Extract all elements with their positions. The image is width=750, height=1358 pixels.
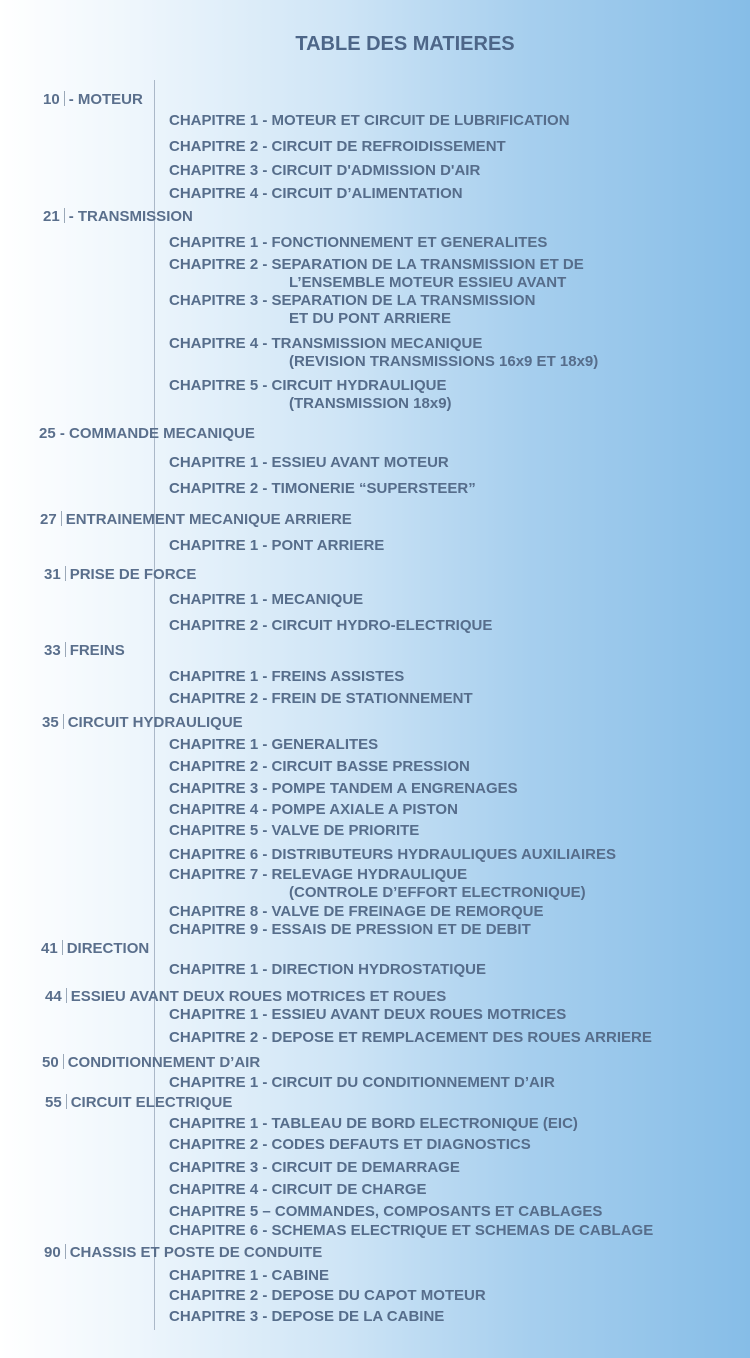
chapter-title-continuation: (CONTROLE D’EFFORT ELECTRONIQUE) bbox=[289, 884, 586, 901]
section-separator bbox=[65, 566, 66, 581]
section-label: ESSIEU AVANT DEUX ROUES MOTRICES ET ROUES bbox=[70, 988, 447, 1005]
chapter-title: CHAPITRE 1 - DIRECTION HYDROSTATIQUE bbox=[169, 961, 486, 978]
chapter-entry bbox=[169, 780, 518, 798]
section-separator bbox=[63, 1054, 64, 1069]
chapter-entry bbox=[169, 822, 419, 840]
chapter-title: CHAPITRE 1 - MECANIQUE bbox=[169, 591, 364, 608]
chapter-title: CHAPITRE 6 - DISTRIBUTEURS HYDRAULIQUES AUXILIAIRES bbox=[169, 846, 616, 863]
chapter-entry bbox=[169, 758, 470, 776]
chapter-title: CHAPITRE 6 - SCHEMAS ELECTRIQUE ET SCHEMAS DE CABLAGE bbox=[169, 1222, 654, 1239]
chapter-title: CHAPITRE 3 - SEPARATION DE LA TRANSMISSION bbox=[169, 292, 536, 309]
chapter-entry bbox=[169, 1136, 531, 1154]
section-separator bbox=[66, 1094, 67, 1109]
chapter-entry bbox=[169, 537, 384, 555]
section-heading bbox=[44, 642, 125, 660]
chapter-title-continuation: ET DU PONT ARRIERE bbox=[289, 310, 451, 327]
section-heading bbox=[42, 714, 243, 732]
chapter-title: CHAPITRE 1 - TABLEAU DE BORD ELECTRONIQUE (EIC) bbox=[169, 1115, 578, 1132]
chapter-entry bbox=[169, 903, 543, 921]
chapter-entry bbox=[169, 1308, 444, 1326]
chapter-entry bbox=[169, 846, 616, 864]
section-heading bbox=[45, 1094, 232, 1112]
chapter-title: CHAPITRE 9 - ESSAIS DE PRESSION ET DE DEBIT bbox=[169, 921, 531, 938]
chapter-entry bbox=[169, 736, 378, 754]
section-label: FREINS bbox=[69, 642, 125, 659]
section-label: DIRECTION bbox=[66, 940, 150, 957]
chapter-entry bbox=[169, 1222, 653, 1240]
chapter-title: CHAPITRE 7 - RELEVAGE HYDRAULIQUE bbox=[169, 866, 468, 883]
section-label: CIRCUIT HYDRAULIQUE bbox=[67, 714, 243, 731]
section-number: 90 bbox=[44, 1244, 61, 1261]
section-number: 55 bbox=[45, 1094, 62, 1111]
section-heading bbox=[43, 91, 143, 109]
chapter-title-continuation: (REVISION TRANSMISSIONS 16x9 ET 18x9) bbox=[289, 353, 599, 370]
chapter-title: CHAPITRE 3 - POMPE TANDEM A ENGRENAGES bbox=[169, 780, 518, 797]
chapter-entry bbox=[169, 256, 584, 292]
chapter-entry bbox=[169, 1181, 427, 1199]
section-separator bbox=[61, 511, 62, 526]
chapter-entry bbox=[169, 292, 535, 328]
chapter-entry bbox=[169, 961, 486, 979]
section-label: PRISE DE FORCE bbox=[69, 566, 197, 583]
section-label: ENTRAINEMENT MECANIQUE ARRIERE bbox=[65, 511, 352, 528]
chapter-entry bbox=[169, 377, 452, 413]
chapter-title: CHAPITRE 1 - CABINE bbox=[169, 1267, 330, 1284]
section-number: 21 bbox=[43, 208, 60, 225]
section-label: - COMMANDE MECANIQUE bbox=[59, 425, 255, 442]
chapter-title: CHAPITRE 8 - VALVE DE FREINAGE DE REMORQUE bbox=[169, 903, 544, 920]
chapter-title-continuation: L’ENSEMBLE MOTEUR ESSIEU AVANT bbox=[289, 274, 567, 291]
section-label: CIRCUIT ELECTRIQUE bbox=[70, 1094, 233, 1111]
chapter-title: CHAPITRE 4 - POMPE AXIALE A PISTON bbox=[169, 801, 458, 818]
section-heading bbox=[45, 988, 446, 1006]
section-heading bbox=[41, 940, 149, 958]
chapter-entry bbox=[169, 1203, 602, 1221]
chapter-title: CHAPITRE 1 - MOTEUR ET CIRCUIT DE LUBRIFICATION bbox=[169, 112, 570, 129]
section-label: - MOTEUR bbox=[68, 91, 143, 108]
chapter-title: CHAPITRE 3 - DEPOSE DE LA CABINE bbox=[169, 1308, 445, 1325]
chapter-title: CHAPITRE 4 - CIRCUIT DE CHARGE bbox=[169, 1181, 427, 1198]
section-heading bbox=[42, 1054, 260, 1072]
vertical-divider-line bbox=[154, 80, 155, 1330]
chapter-entry bbox=[169, 1159, 460, 1177]
chapter-title: CHAPITRE 5 – COMMANDES, COMPOSANTS ET CABLAGES bbox=[169, 1203, 603, 1220]
chapter-entry bbox=[169, 1074, 555, 1092]
chapter-title: CHAPITRE 2 - DEPOSE ET REMPLACEMENT DES ROUES ARRIERE bbox=[169, 1029, 652, 1046]
section-label: CONDITIONNEMENT D’AIR bbox=[67, 1054, 261, 1071]
page-title: TABLE DES MATIERES bbox=[295, 33, 515, 55]
chapter-entry bbox=[169, 1029, 652, 1047]
chapter-entry bbox=[169, 454, 449, 472]
chapter-title: CHAPITRE 1 - ESSIEU AVANT DEUX ROUES MOTRICES bbox=[169, 1006, 567, 1023]
chapter-entry bbox=[169, 668, 404, 686]
section-separator bbox=[65, 1244, 66, 1259]
chapter-title: CHAPITRE 2 - SEPARATION DE LA TRANSMISSION ET DE bbox=[169, 256, 584, 273]
chapter-title: CHAPITRE 1 - CIRCUIT DU CONDITIONNEMENT D’AIR bbox=[169, 1074, 555, 1091]
section-heading bbox=[39, 425, 255, 443]
section-number: 31 bbox=[44, 566, 61, 583]
chapter-entry bbox=[169, 112, 570, 130]
chapter-title-continuation: (TRANSMISSION 18x9) bbox=[289, 395, 452, 412]
chapter-title: CHAPITRE 1 - FONCTIONNEMENT ET GENERALITES bbox=[169, 234, 548, 251]
section-separator bbox=[64, 208, 65, 223]
chapter-title: CHAPITRE 2 - FREIN DE STATIONNEMENT bbox=[169, 690, 473, 707]
section-label: CHASSIS ET POSTE DE CONDUITE bbox=[69, 1244, 323, 1261]
section-number: 35 bbox=[42, 714, 59, 731]
section-separator bbox=[64, 91, 65, 106]
chapter-title: CHAPITRE 5 - CIRCUIT HYDRAULIQUE bbox=[169, 377, 447, 394]
section-number: 33 bbox=[44, 642, 61, 659]
chapter-title: CHAPITRE 1 - GENERALITES bbox=[169, 736, 379, 753]
chapter-title: CHAPITRE 2 - CIRCUIT DE REFROIDISSEMENT bbox=[169, 138, 506, 155]
chapter-entry bbox=[169, 690, 473, 708]
chapter-entry bbox=[169, 335, 598, 371]
section-separator bbox=[62, 940, 63, 955]
chapter-entry bbox=[169, 801, 458, 819]
chapter-title: CHAPITRE 4 - TRANSMISSION MECANIQUE bbox=[169, 335, 483, 352]
chapter-entry bbox=[169, 234, 547, 252]
chapter-entry bbox=[169, 1287, 486, 1305]
chapter-entry bbox=[169, 617, 492, 635]
chapter-title: CHAPITRE 2 - CODES DEFAUTS ET DIAGNOSTICS bbox=[169, 1136, 531, 1153]
chapter-entry bbox=[169, 162, 480, 180]
chapter-title: CHAPITRE 1 - PONT ARRIERE bbox=[169, 537, 385, 554]
section-heading bbox=[44, 566, 196, 584]
chapter-title: CHAPITRE 3 - CIRCUIT D'ADMISSION D'AIR bbox=[169, 162, 481, 179]
chapter-entry bbox=[169, 591, 363, 609]
section-number: 41 bbox=[41, 940, 58, 957]
section-number: 25 bbox=[39, 425, 56, 442]
section-separator bbox=[65, 642, 66, 657]
chapter-title: CHAPITRE 2 - CIRCUIT HYDRO-ELECTRIQUE bbox=[169, 617, 493, 634]
chapter-title: CHAPITRE 1 - FREINS ASSISTES bbox=[169, 668, 405, 685]
chapter-entry bbox=[169, 1267, 329, 1285]
section-heading bbox=[43, 208, 193, 226]
chapter-title: CHAPITRE 1 - ESSIEU AVANT MOTEUR bbox=[169, 454, 449, 471]
chapter-title: CHAPITRE 2 - TIMONERIE “SUPERSTEER” bbox=[169, 480, 476, 497]
chapter-entry bbox=[169, 480, 476, 498]
section-heading bbox=[40, 511, 352, 529]
chapter-title: CHAPITRE 2 - DEPOSE DU CAPOT MOTEUR bbox=[169, 1287, 486, 1304]
chapter-entry bbox=[169, 185, 463, 203]
section-heading bbox=[44, 1244, 322, 1262]
section-number: 27 bbox=[40, 511, 57, 528]
chapter-entry bbox=[169, 1006, 566, 1024]
section-separator bbox=[63, 714, 64, 729]
chapter-entry bbox=[169, 138, 506, 156]
section-separator bbox=[66, 988, 67, 1003]
section-number: 10 bbox=[43, 91, 60, 108]
chapter-entry bbox=[169, 921, 531, 939]
chapter-entry bbox=[169, 1115, 578, 1133]
chapter-title: CHAPITRE 3 - CIRCUIT DE DEMARRAGE bbox=[169, 1159, 460, 1176]
chapter-entry bbox=[169, 866, 586, 902]
chapter-title: CHAPITRE 4 - CIRCUIT D’ALIMENTATION bbox=[169, 185, 463, 202]
chapter-title: CHAPITRE 5 - VALVE DE PRIORITE bbox=[169, 822, 420, 839]
chapter-title: CHAPITRE 2 - CIRCUIT BASSE PRESSION bbox=[169, 758, 470, 775]
section-number: 44 bbox=[45, 988, 62, 1005]
section-label: - TRANSMISSION bbox=[68, 208, 193, 225]
section-number: 50 bbox=[42, 1054, 59, 1071]
